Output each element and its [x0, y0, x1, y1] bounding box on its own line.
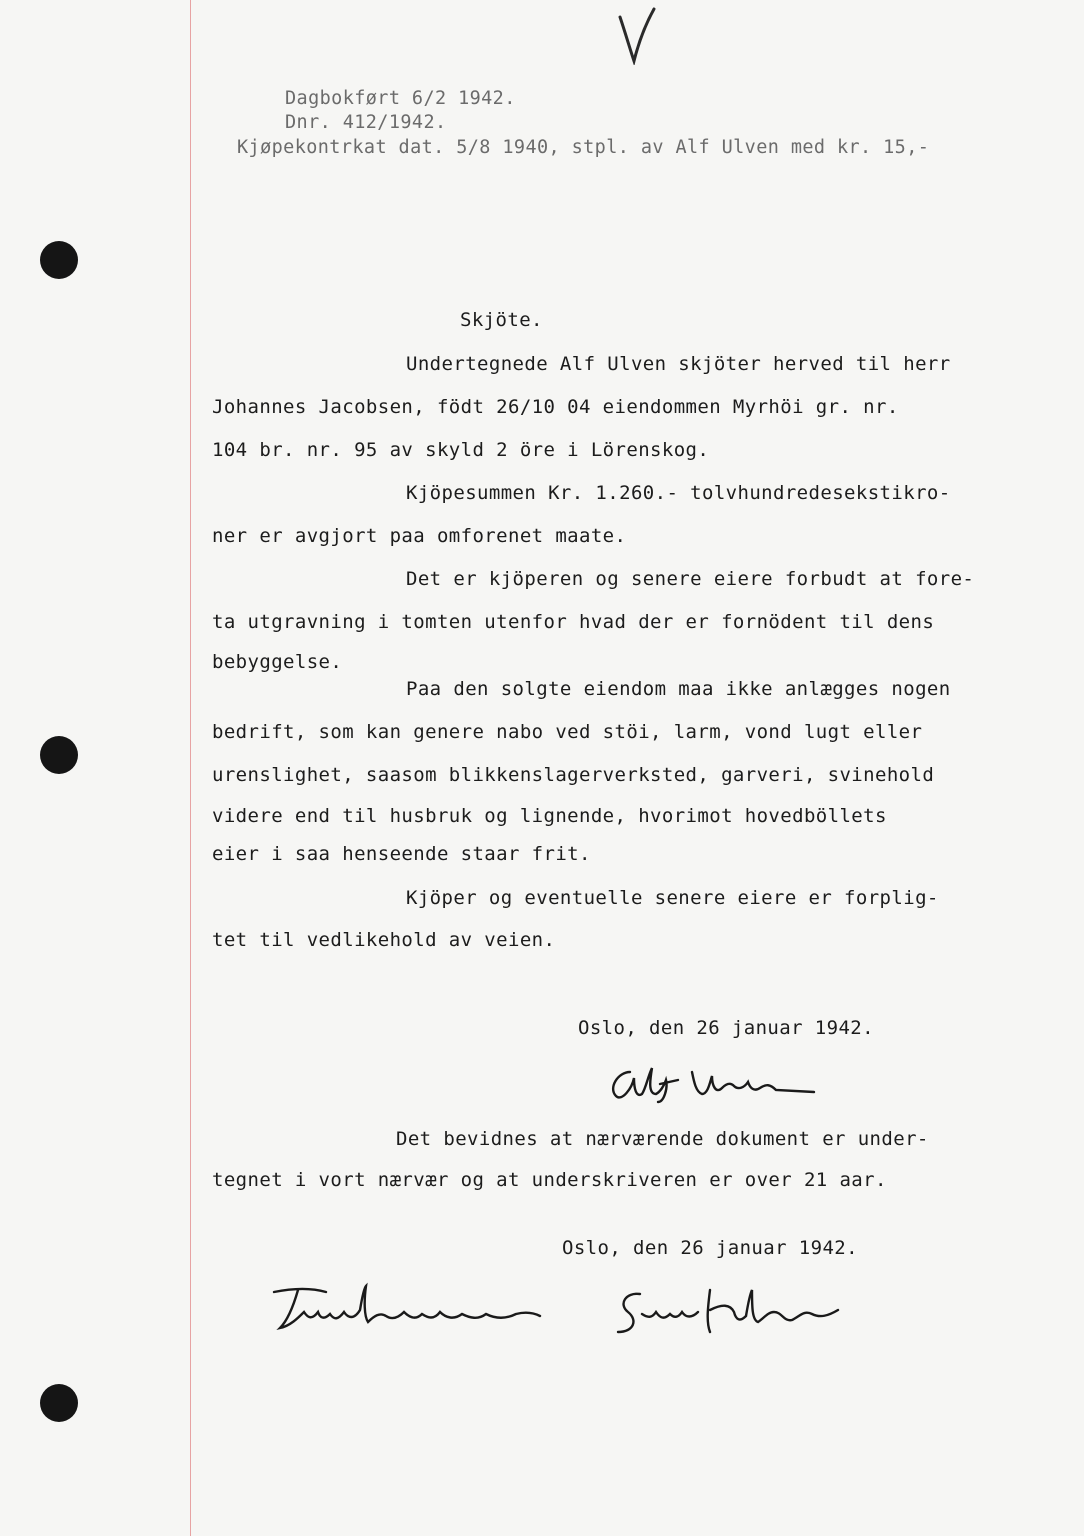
signing-date: Oslo, den 26 januar 1942.	[578, 1017, 874, 1039]
body-line: urenslighet, saasom blikkenslagerverksted, garveri, svinehold	[212, 764, 935, 786]
diary-number: Dnr. 412/1942.	[285, 112, 447, 133]
body-line: ner er avgjort paa omforenet maate.	[212, 525, 627, 547]
body-line: videre end til husbruk og lignende, hvorimot hovedböllets	[212, 805, 887, 827]
body-line: bebyggelse.	[212, 651, 343, 673]
punch-hole	[40, 1384, 78, 1422]
body-line: bedrift, som kan genere nabo ved stöi, larm, vond lugt eller	[212, 721, 923, 743]
margin-rule	[190, 0, 191, 1536]
contract-note: Kjøpekontrkat dat. 5/8 1940, stpl. av Alf Ulven med kr. 15,-	[237, 137, 930, 158]
body-line: Paa den solgte eiendom maa ikke anlægges nogen	[406, 678, 951, 700]
witness-line: Det bevidnes at nærværende dokument er under-	[396, 1128, 929, 1150]
punch-hole	[40, 736, 78, 774]
body-line: Undertegnede Alf Ulven skjöter herved til herr	[406, 353, 951, 375]
witness-date: Oslo, den 26 januar 1942.	[562, 1237, 858, 1259]
witness-line: tegnet i vort nærvær og at underskriveren er over 21 aar.	[212, 1169, 887, 1191]
seller-signature	[600, 1058, 840, 1108]
body-line: Det er kjöperen og senere eiere forbudt at fore-	[406, 568, 975, 590]
punch-hole	[40, 241, 78, 279]
body-line: Kjöpesummen Kr. 1.260.- tolvhundredesekstikro-	[406, 482, 951, 504]
body-line: 104 br. nr. 95 av skyld 2 öre i Lörenskog.	[212, 439, 710, 461]
check-mark-icon	[612, 5, 662, 65]
body-line: Kjöper og eventuelle senere eiere er forplig-	[406, 887, 939, 909]
body-line: eier i saa henseende staar frit.	[212, 843, 591, 865]
witness-signature-2	[606, 1282, 856, 1342]
body-line: tet til vedlikehold av veien.	[212, 929, 556, 951]
document-title: Skjöte.	[460, 309, 543, 331]
body-line: ta utgravning i tomten utenfor hvad der er fornödent til dens	[212, 611, 935, 633]
body-line: Johannes Jacobsen, födt 26/10 04 eiendommen Myrhöi gr. nr.	[212, 396, 899, 418]
registration-date: Dagbokført 6/2 1942.	[285, 88, 516, 109]
witness-signature-1	[264, 1278, 554, 1338]
